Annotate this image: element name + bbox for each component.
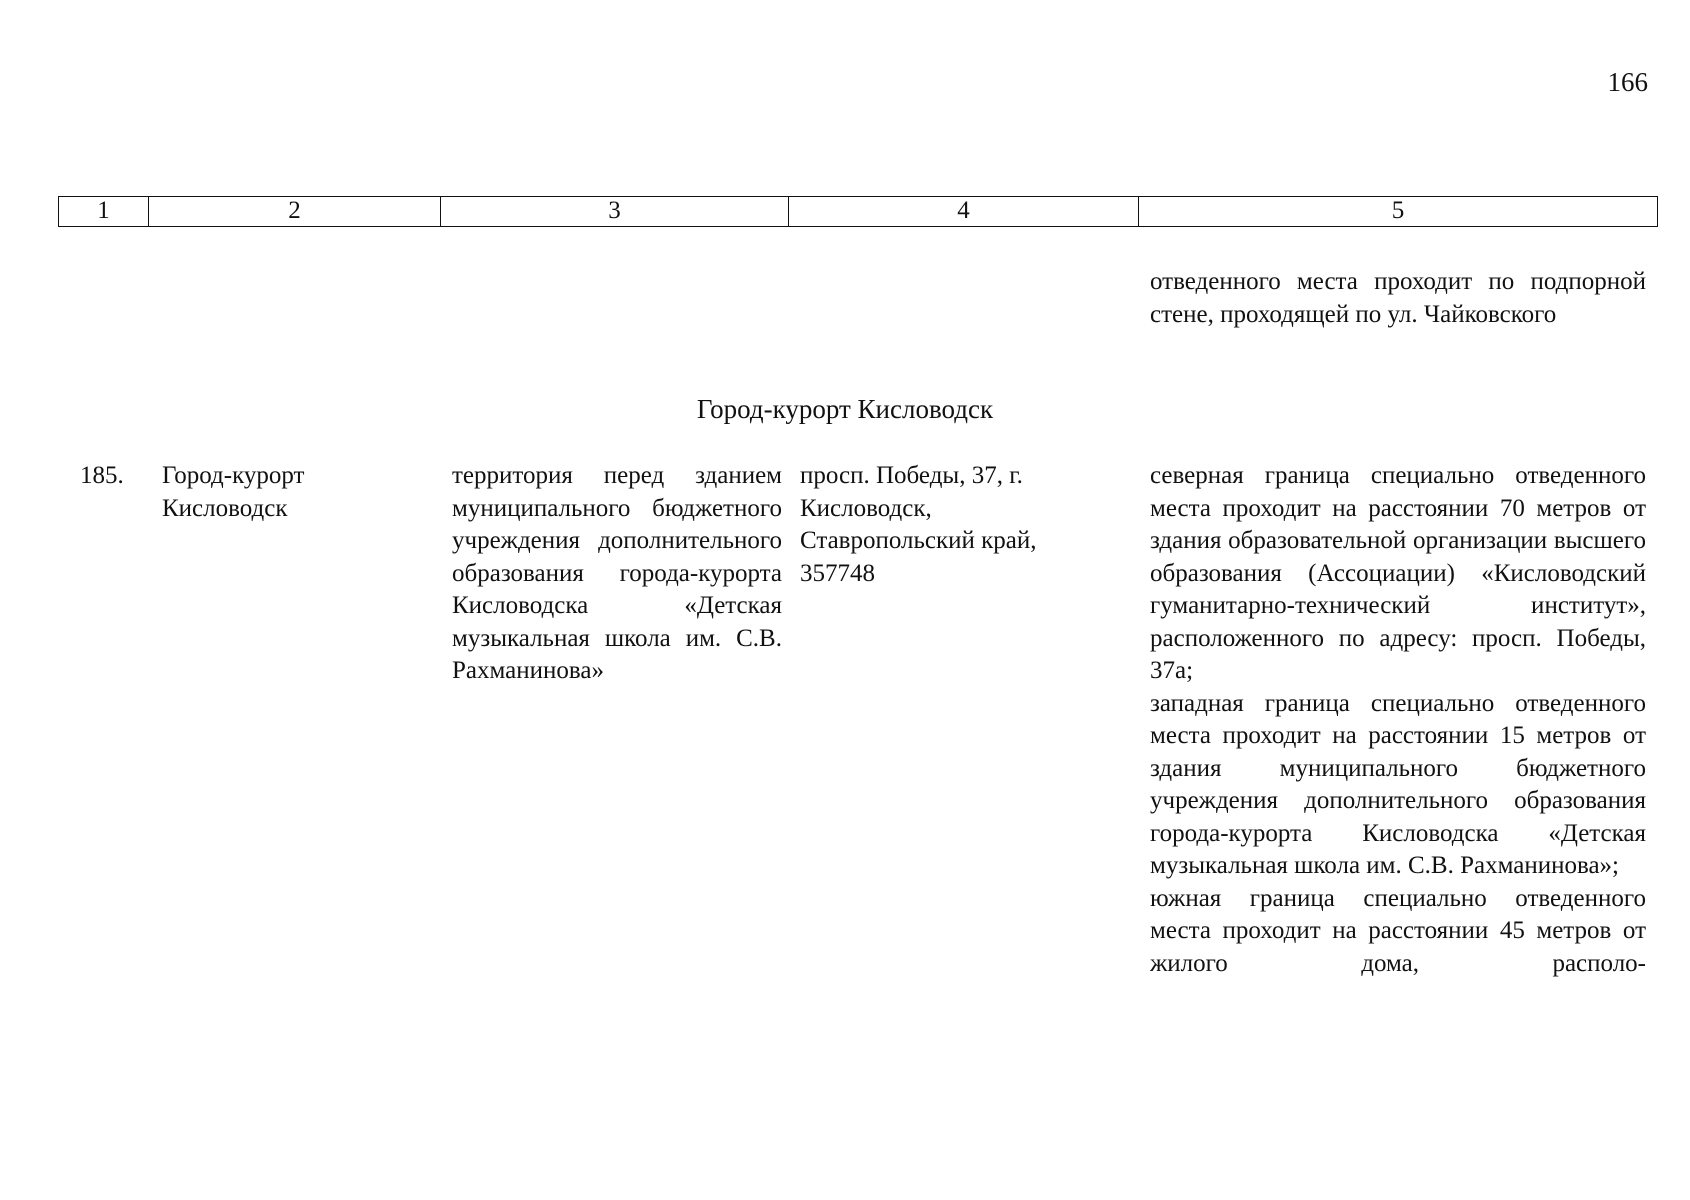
boundary-north: северная граница специально отведенного места проходит на расстоянии 70 метров от здания образовательной организации высшего образования (Ассоциации) «Кисловодский гуманитарно-технический институт», расположенного по адресу: просп. Победы, 37а;	[1150, 462, 1646, 684]
column-number-3: 3	[441, 197, 789, 226]
boundary-west: западная граница специально отведенного места проходит на расстоянии 15 метров от здания муниципального бюджетного учреждения дополнительного образования города-курорта Кисловодска «Детская музыкальная школа им. С.В. Рахманинова»;	[1150, 689, 1646, 879]
column-number-5: 5	[1391, 197, 1405, 224]
table-column-header	[58, 196, 1658, 227]
boundaries-cell	[1150, 460, 1646, 980]
continuation-text: отведенного места проходит по подпорной стене, проходящей по ул. Чайковского	[1150, 268, 1646, 328]
column-number-1: 1	[59, 197, 149, 226]
municipality-cell: Город-курорт Кисловодск	[162, 462, 305, 522]
column-number-4: 4	[789, 197, 1139, 226]
address-cell: просп. Победы, 37, г. Кисловодск, Ставропольский край, 357748	[800, 462, 1037, 587]
column-number-2: 2	[149, 197, 441, 226]
row-number: 185.	[80, 462, 124, 489]
boundary-south: южная граница специально отведенного места проходит на расстоянии 45 метров от жилого дома, располо-	[1150, 884, 1646, 977]
section-title: Город-курорт Кисловодск	[696, 394, 994, 424]
territory-cell: территория перед зданием муниципального бюджетного учреждения дополнительного образования города-курорта Кисловодска «Детская музыкальная школа им. С.В. Рахманинова»	[452, 462, 782, 684]
page-number: 166	[1607, 67, 1648, 97]
